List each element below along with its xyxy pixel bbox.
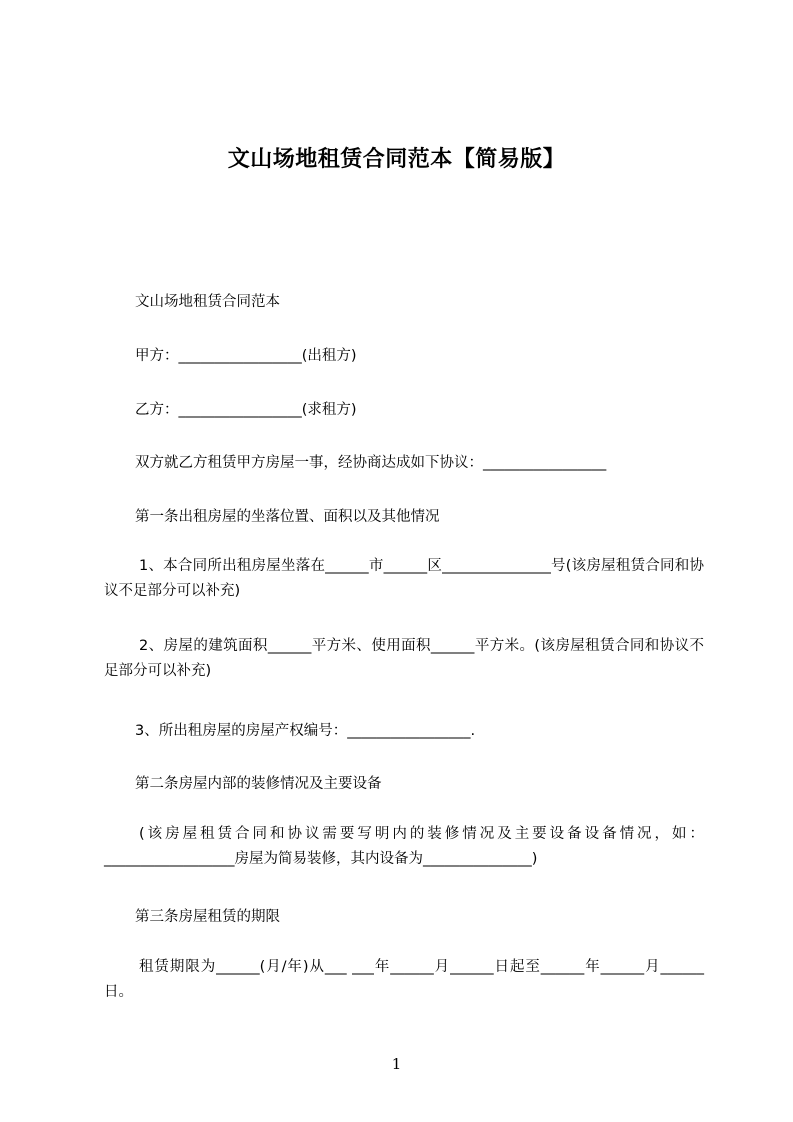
- clause-1-1: 1、本合同所出租房屋坐落在______市______区_______________号(该房屋租赁合同和协议不足部分可以补充): [104, 558, 704, 599]
- article-3-heading: 第三条房屋租赁的期限: [135, 909, 280, 925]
- paragraph-party-a: 甲方：_________________(出租方): [135, 348, 357, 364]
- clause-3-term: 租赁期限为______(月/年)从___ ___年______月______日起至______年______月______日。: [104, 959, 704, 1000]
- document-title: 文山场地租赁合同范本【简易版】: [227, 147, 566, 172]
- paragraph-agreement: 双方就乙方租赁甲方房屋一事，经协商达成如下协议：_________________: [135, 455, 607, 471]
- article-1-heading: 第一条出租房屋的坐落位置、面积以及其他情况: [135, 509, 440, 525]
- clause-1-3: 3、所出租房屋的房屋产权编号：_________________.: [135, 723, 476, 739]
- clause-1-2: 2、房屋的建筑面积______平方米、使用面积______平方米。(该房屋租赁合同和协议不足部分可以补充): [104, 638, 704, 679]
- article-2-heading: 第二条房屋内部的装修情况及主要设备: [135, 776, 382, 792]
- paragraph-party-b: 乙方：_________________(求租方): [135, 402, 357, 418]
- clause-2-detail: (该房屋租赁合同和协议需要写明内的装修情况及主要设备设备情况，如：__________________房屋为简易装修，其内设备为_______________): [104, 826, 704, 867]
- page-number: 1: [391, 1055, 402, 1073]
- paragraph-subtitle: 文山场地租赁合同范本: [135, 294, 280, 310]
